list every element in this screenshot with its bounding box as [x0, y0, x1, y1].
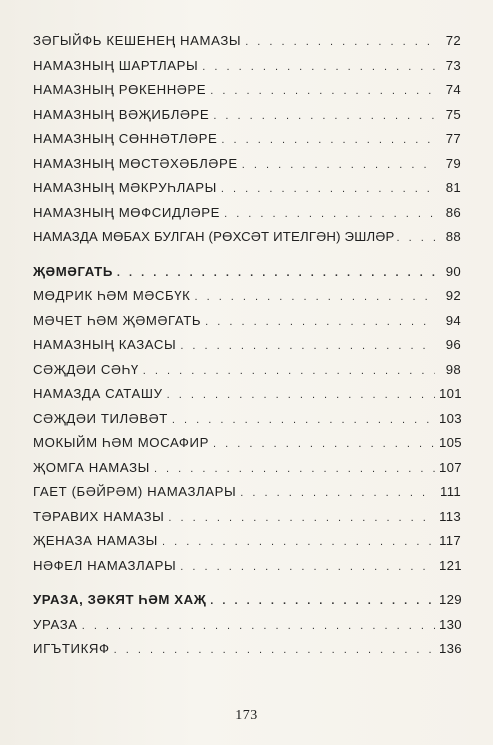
toc-entry-page: 73 [445, 57, 461, 73]
toc-entry-page: 113 [439, 508, 461, 524]
toc-entry-page: 74 [445, 82, 461, 97]
toc-entry-title: ГАЕТ (БӘЙРӘМ) НАМАЗЛАРЫ [33, 484, 237, 499]
toc-entry-title: НАМАЗНЫҢ МӘКРУҺЛАРЫ [33, 180, 217, 195]
toc-entry [33, 82, 461, 107]
toc-entry-page: 105 [439, 435, 462, 450]
leader-dots [224, 208, 435, 220]
leader-dots [143, 365, 435, 377]
toc-entry [33, 131, 461, 156]
toc-entry [33, 411, 461, 436]
toc-entry [33, 58, 461, 83]
toc-entry-title: НАМАЗНЫҢ РӨКЕННӘРЕ [33, 82, 207, 97]
page-number: 173 [235, 708, 258, 723]
toc-entry-page: 96 [445, 337, 461, 352]
toc-entry-title: НАМАЗДА МӨБАХ БУЛГАН (РӨХСӘТ ИТЕЛГӘН) ЭШЛӘР [33, 229, 395, 244]
toc-entry-page: 103 [439, 410, 462, 426]
leader-dots [242, 159, 435, 171]
toc-entry-page: 107 [439, 459, 462, 475]
toc-entry-title: НАМАЗНЫҢ КАЗАСЫ [33, 337, 177, 352]
toc-entry-page: 81 [445, 180, 461, 195]
toc-entry [33, 509, 461, 534]
toc-entry [33, 533, 461, 558]
toc-entry-page: 72 [445, 33, 461, 48]
section-gap [33, 254, 461, 264]
leader-dots [210, 595, 435, 607]
toc-entry-page: 101 [439, 386, 462, 401]
toc-entry-page: 77 [445, 131, 461, 146]
leader-dots [221, 183, 435, 195]
toc-entry-title: СӘҖДӘИ СӘҺҮ [33, 361, 139, 377]
toc-entry-page: 121 [439, 557, 462, 573]
leader-dots [210, 85, 435, 97]
toc-entry-title: ҖЕНАЗА НАМАЗЫ [33, 533, 158, 548]
toc-entry-title: НӘФЕЛ НАМАЗЛАРЫ [33, 557, 177, 573]
leader-dots [213, 438, 435, 450]
toc-entry-title: НАМАЗНЫҢ ШАРТЛАРЫ [33, 57, 199, 73]
toc-entry [33, 156, 461, 181]
toc-entry-title: НАМАЗНЫҢ ВӘҖИБЛӘРЕ [33, 106, 210, 122]
table-of-contents [33, 33, 461, 666]
leader-dots [82, 620, 435, 632]
toc-entry-title: МӘЧЕТ ҺӘМ ҖӘМӘГАТЬ [33, 312, 202, 328]
toc-entry-page: 111 [440, 484, 461, 499]
leader-dots [240, 487, 435, 499]
toc-entry-page: 130 [439, 616, 462, 632]
toc-section-heading [33, 264, 461, 289]
leader-dots [180, 340, 435, 352]
toc-entry [33, 641, 461, 666]
toc-entry [33, 435, 461, 460]
leader-dots [114, 644, 435, 656]
leader-dots [168, 512, 435, 524]
toc-entry-title: НАМАЗНЫҢ СӨННӘТЛӘРЕ [33, 131, 218, 146]
toc-entry-page: 75 [445, 106, 461, 122]
toc-entry-page: 117 [439, 533, 461, 548]
toc-entry-title: НАМАЗНЫҢ МӨФСИДЛӘРЕ [33, 204, 221, 220]
toc-entry-title: МОКЫЙМ ҺӘМ МОСАФИР [33, 435, 210, 450]
toc-entry-title: ТӘРАВИХ НАМАЗЫ [33, 508, 165, 524]
toc-entry [33, 205, 461, 230]
toc-section-title: УРАЗА, ЗӘКЯТ ҺӘМ ХАҖ [33, 592, 207, 607]
toc-entry-title: МӨДРИК ҺӘМ МӘСБҮК [33, 288, 191, 303]
toc-entry-page: 79 [445, 155, 461, 171]
toc-entry [33, 288, 461, 313]
toc-entry-title: НАМАЗДА САТАШУ [33, 386, 163, 401]
section-gap [33, 582, 461, 592]
leader-dots [205, 316, 435, 328]
toc-entry-title: ИГЪТИКЯФ [33, 641, 110, 656]
toc-entry-page: 92 [445, 288, 461, 303]
toc-entry [33, 460, 461, 485]
leader-dots [162, 536, 435, 548]
toc-entry-title: СӘҖДӘИ ТИЛӘВӘТ [33, 410, 168, 426]
toc-section-page: 129 [439, 592, 462, 607]
toc-entry-page: 98 [445, 361, 461, 377]
toc-entry [33, 107, 461, 132]
leader-dots [172, 414, 435, 426]
toc-entry-page: 94 [445, 312, 461, 328]
leader-dots [221, 134, 435, 146]
toc-section-heading [33, 592, 461, 617]
toc-entry-page: 136 [439, 641, 462, 656]
leader-dots [213, 110, 435, 122]
toc-entry [33, 558, 461, 583]
toc-section-title: ҖӘМӘГАТЬ [33, 263, 113, 279]
toc-section-page: 90 [445, 263, 461, 279]
toc-entry-title: ЗӘГЫЙФЬ КЕШЕНЕҢ НАМАЗЫ [33, 33, 242, 48]
leader-dots [117, 267, 435, 279]
toc-entry-title: НАМАЗНЫҢ МӨСТӘХӘБЛӘРЕ [33, 155, 238, 171]
toc-entry [33, 313, 461, 338]
toc-entry [33, 484, 461, 509]
toc-entry [33, 180, 461, 205]
toc-entry [33, 386, 461, 411]
toc-entry-title: УРАЗА [33, 616, 78, 632]
leader-dots [194, 291, 435, 303]
toc-entry [33, 229, 461, 254]
toc-entry [33, 617, 461, 642]
leader-dots [180, 561, 435, 573]
leader-dots [167, 389, 435, 401]
toc-entry-page: 86 [445, 204, 461, 220]
leader-dots [245, 36, 435, 48]
leader-dots [397, 232, 438, 244]
toc-entry [33, 33, 461, 58]
toc-entry-title: ҖОМГА НАМАЗЫ [33, 459, 150, 475]
leader-dots [202, 61, 435, 73]
leader-dots [154, 463, 435, 475]
toc-entry-page: 88 [445, 229, 461, 244]
toc-entry [33, 337, 461, 362]
toc-entry [33, 362, 461, 387]
